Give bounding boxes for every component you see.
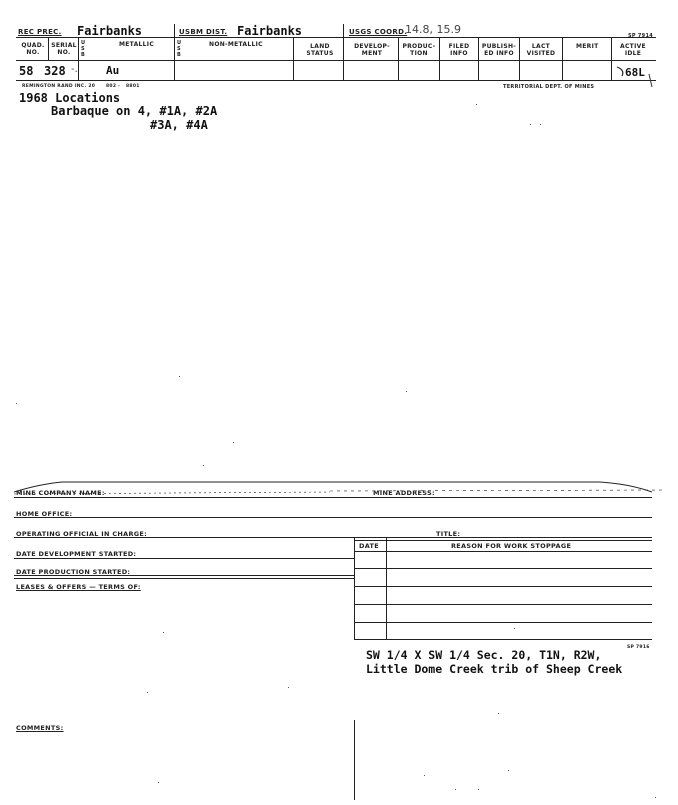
usbm-dist-value: Fairbanks [237,24,303,38]
col-nonmetallic: NON-METALLIC [209,41,263,48]
rec-prec-label: REC PREC. [18,28,62,36]
title-label: TITLE: [436,530,461,538]
row-quad: 58 [19,64,34,78]
printer-code-b-value: 8801 [126,84,140,89]
form-code-bottom: SP 7916 [627,645,650,650]
col-usb: U S B [81,40,86,58]
mine-company-name-label: MINE COMPANY NAME: [16,489,105,497]
printer-code-b: - [118,84,121,89]
usgs-coord-value: 14.8, 15.9 [405,23,461,36]
row-metallic: Au [106,64,120,77]
home-office-label: HOME OFFICE: [16,510,73,518]
col-published-info: PUBLISH- ED INFO [481,43,517,57]
location-line-2: Little Dome Creek trib of Sheep Creek [366,662,623,676]
operating-official-label: OPERATING OFFICIAL IN CHARGE: [16,530,148,538]
col-last-visited: LACT VISITED [526,43,556,57]
row-active-idle: 68L [625,66,645,79]
printer-code-a: 802 [106,84,117,89]
col-quad-no: QUAD. NO. [21,42,45,56]
usgs-coord-label: USGS COORD. [349,28,408,36]
form-code-top: SP 7914 [628,33,654,39]
mine-address-label: MINE ADDRESS: [373,489,435,497]
date-column-label: DATE [359,542,379,550]
date-dev-started-label: DATE DEVELOPMENT STARTED: [16,550,137,558]
col-production: PRODUC- TION [402,43,436,57]
leases-label: LEASES & OFFERS — TERMS OF: [16,583,141,591]
col-usb-nonmetallic: U S B [177,40,182,58]
col-serial-no: SERIAL NO. [51,42,77,56]
notes-line-1: 1968 Locations [19,91,121,105]
row-serial: 328 [44,64,66,78]
date-prod-started-label: DATE PRODUCTION STARTED: [16,568,131,576]
notes-line-3: #3A, #4A [150,118,208,132]
col-metallic: METALLIC [119,41,155,48]
reason-column-label: REASON FOR WORK STOPPAGE [451,542,572,550]
edge-tick-icon [648,73,654,89]
row-serial-mark: -. [71,64,78,75]
col-development: DEVELOP- MENT [354,43,390,57]
printer-credit: REMINGTON RAND INC. 20 [22,84,96,89]
col-filed-info: FILED INFO [448,43,470,57]
territorial-dept: TERRITORIAL DEPT. OF MINES [503,84,595,90]
col-merit: MERIT [576,43,599,50]
notes-line-2: Barbaque on 4, #1A, #2A [51,104,218,118]
rec-prec-value: Fairbanks [77,24,143,38]
location-line-1: SW 1/4 X SW 1/4 Sec. 20, T1N, R2W, [366,648,602,662]
col-land-status: LAND STATUS [306,43,334,57]
comments-label: COMMENTS: [16,724,64,732]
usbm-dist-label: USBM DIST. [179,28,228,36]
col-active-idle: ACTIVE IDLE [620,43,646,57]
